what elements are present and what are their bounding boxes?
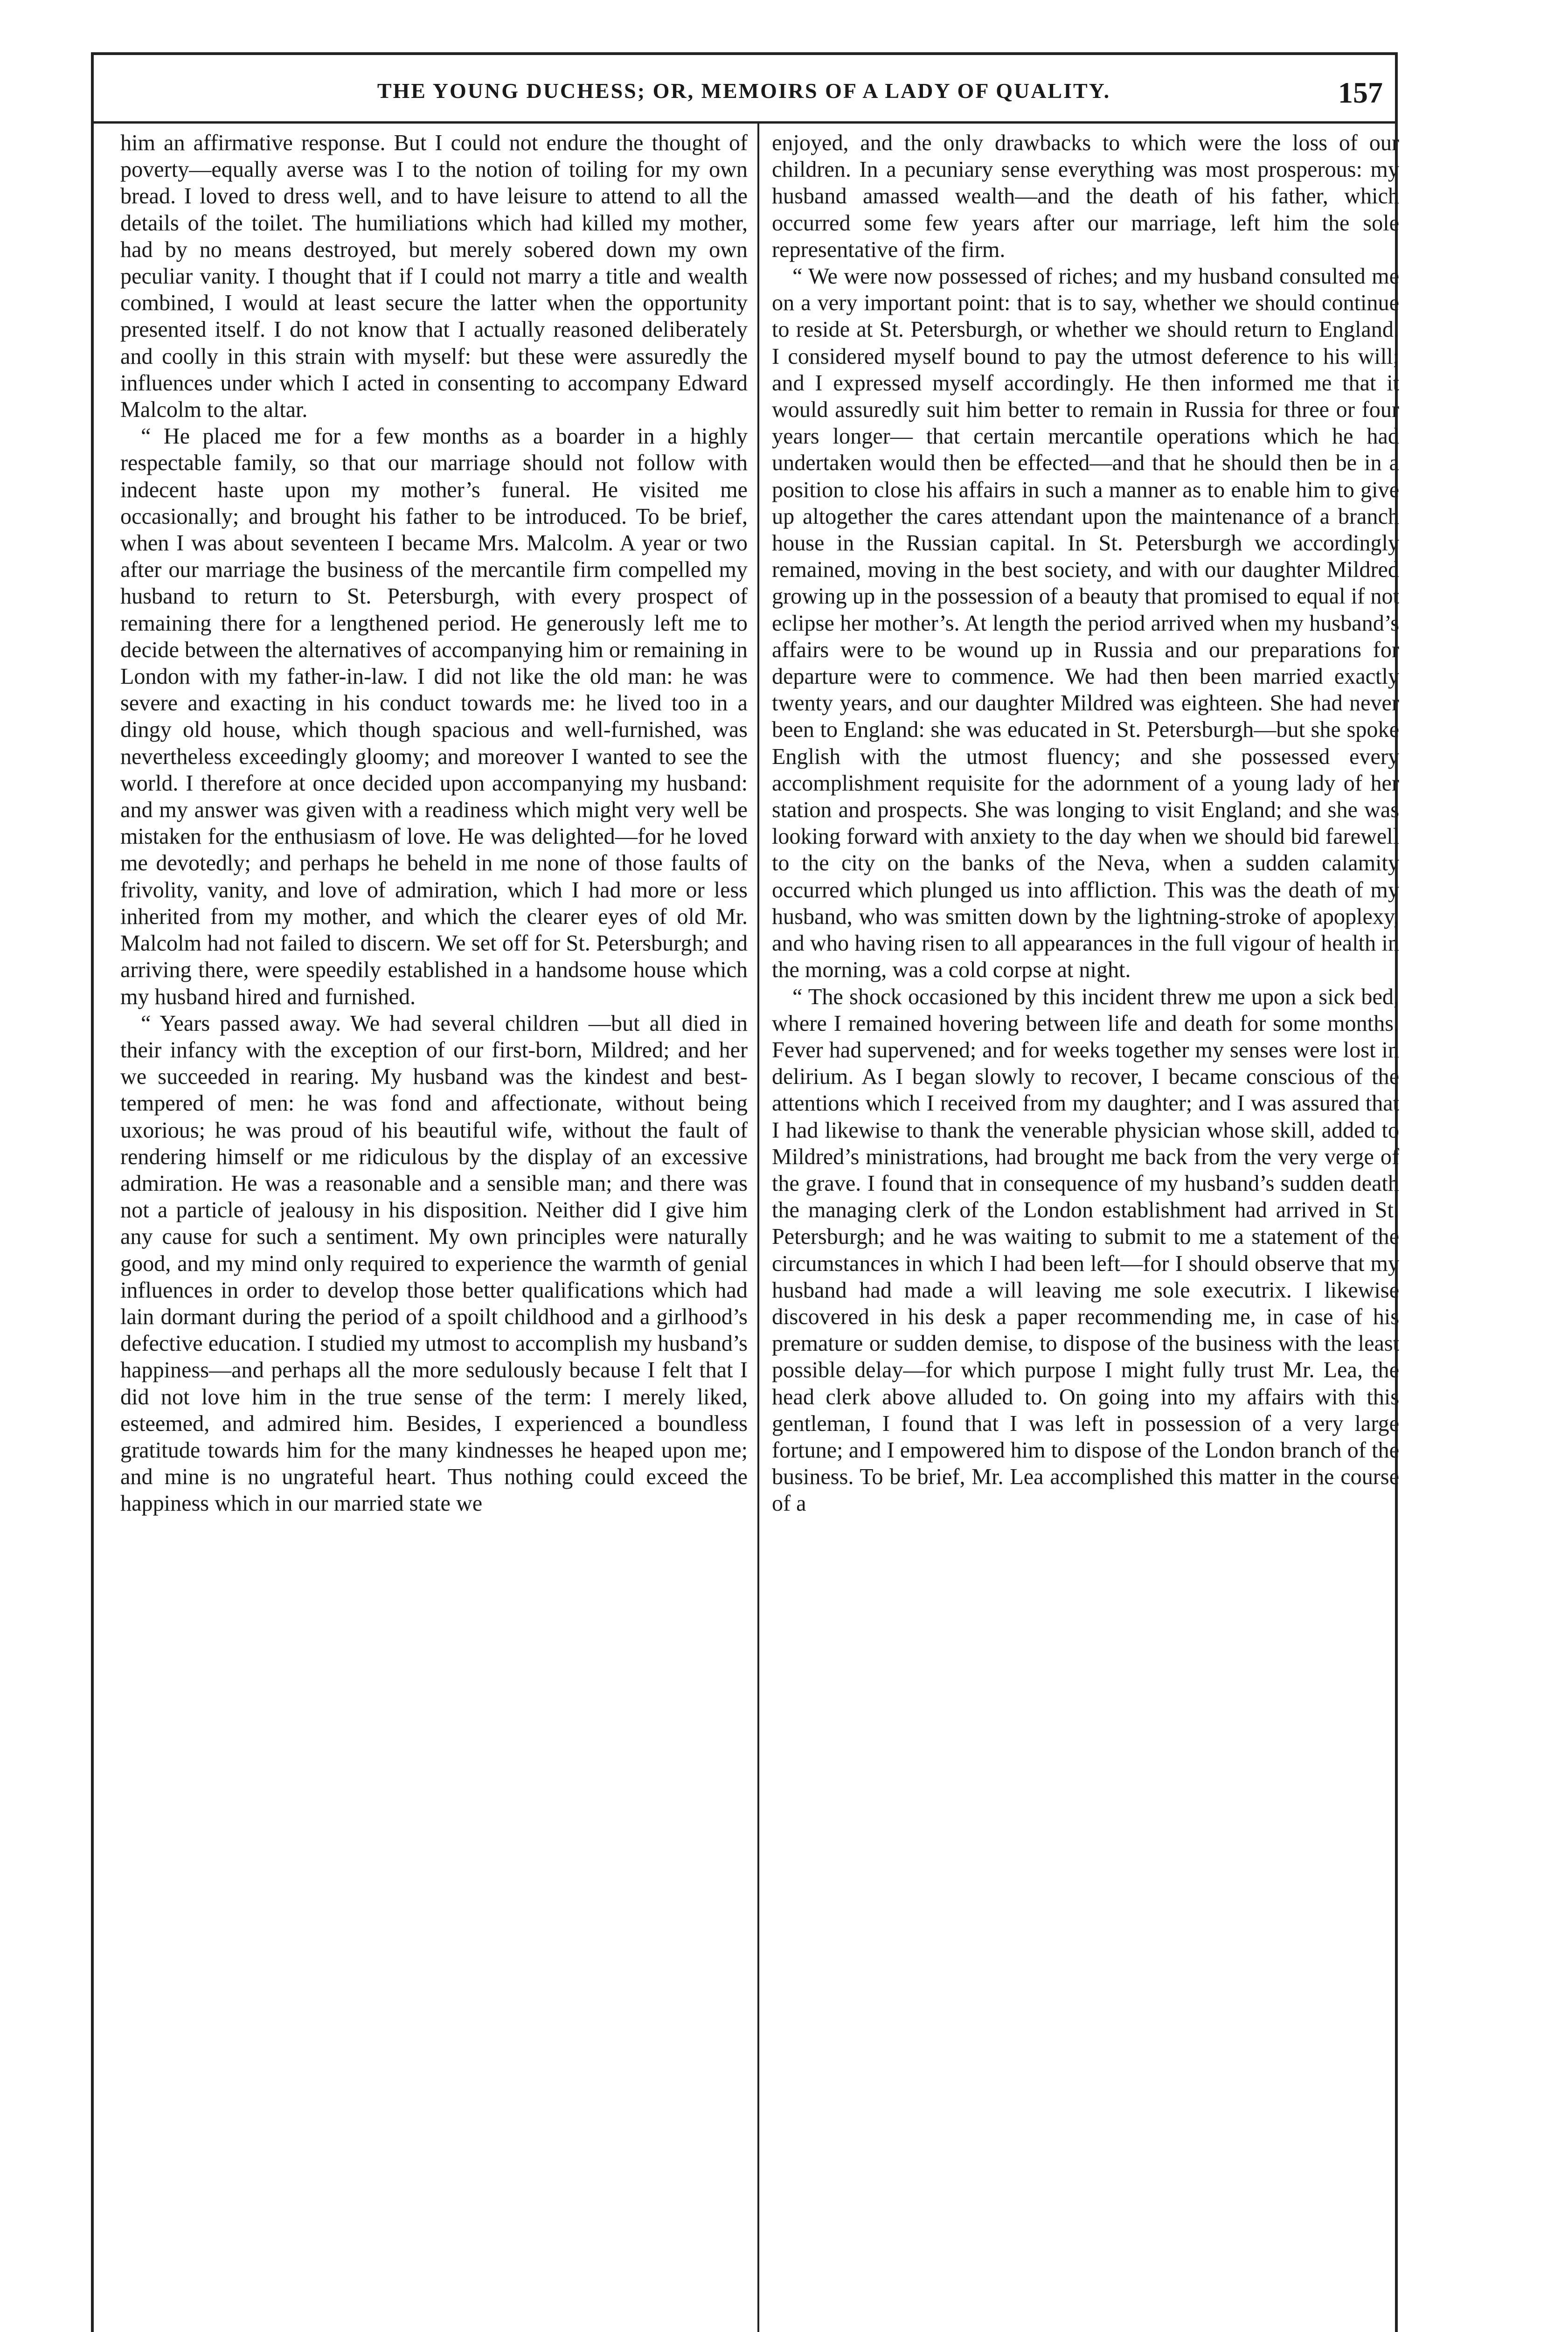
paragraph: “ We were now possessed of riches; and my husband consulted me on a very important point: that is to say, whether we should continue to reside at St. Petersburgh, or whether we should return to England. I considered myself bound to pay the utmost deference to his will; and I expressed myself accordingly. He then informed me that it would assuredly suit him better to remain in Russia for three or four years longer— that certain mercantile operations which he had undertaken would then be effected—and that he should then be in a position to close his affairs in such a manner as to enable him to give up altogether the cares attendant upon the maintenance of a branch house in the Russian capital. In St. Petersburgh we accordingly remained, moving in the best society, and with our daughter Mildred growing up in the possession of a beauty that promised to equal if not eclipse her mother’s. At length the period arrived when my husband’s affairs were to be wound up in Russia and our preparations for departure were to commence. We had then been married exactly twenty years, and our daughter Mildred was eighteen. She had never been to England: she was educated in St. Petersburgh—but she spoke English with the utmost fluency; and she possessed every accomplishment requisite for the adornment of a young lady of her station and prospects. She was longing to visit England; and she was looking forward with anxiety to the day when we should bid farewell to the city on the banks of the Neva, when a sudden calamity occurred which plunged us into affliction. This was the death of my husband, who was smitten down by the lightning-stroke of apoplexy, and who having risen to all appearances in the full vigour of health in the morning, was a cold corpse at night. [772,264,1399,983]
paragraph: enjoyed, and the only drawbacks to which were the loss of our children. In a pecuniary sense everything was most prosperous: my husband amassed wealth—and the death of his father, which occurred some few years after our marriage, left him the sole representative of the firm. [772,131,1399,262]
right-text-column [772,130,1399,2332]
paragraph: him an affirmative response. But I could not endure the thought of poverty—equally averse was I to the notion of toiling for my own bread. I loved to dress well, and to have leisure to attend to all the details of the toilet. The humiliations which had killed my mother, had by no means destroyed, but merely sobered down my own peculiar vanity. I thought that if I could not marry a title and wealth combined, I would at least secure the latter when the opportunity presented itself. I do not know that I actually reasoned deliberately and coolly in this strain with myself: but these were assuredly the influences under which I acted in consenting to accompany Edward Malcolm to the altar. [120,131,748,423]
running-title: THE YOUNG DUCHESS; OR, MEMOIRS OF A LADY OF QUALITY. [377,79,1111,103]
paragraph: “ Years passed away. We had several children —but all died in their infancy with the exception of our first-born, Mildred; and her we succeeded in rearing. My husband was the kindest and best-tempered of men: he was fond and affectionate, without being uxorious; he was proud of his beautiful wife, without the fault of rendering himself or me ridiculous by the display of an excessive admiration. He was a reasonable and a sensible man; and there was not a particle of jealousy in his disposition. Neither did I give him any cause for such a sentiment. My own principles were naturally good, and my mind only required to experience the warmth of genial influences in order to develop those better qualifications which had lain dormant during the period of a spoilt childhood and a girlhood’s defective education. I studied my utmost to accomplish my husband’s happiness—and perhaps all the more sedulously because I felt that I did not love him in the true sense of the term: I merely liked, esteemed, and admired him. Besides, I experienced a boundless gratitude towards him for the many kindnesses he heaped upon me; and mine is no ungrateful heart. Thus nothing could exceed the happiness which in our married state we [120,1011,748,1516]
left-text-column [120,130,748,2332]
paragraph: “ He placed me for a few months as a boarder in a highly respectable family, so that our marriage should not follow with indecent haste upon my mother’s funeral. He visited me occasionally; and brought his father to be introduced. To be brief, when I was about seventeen I became Mrs. Malcolm. A year or two after our marriage the business of the mercantile firm compelled my husband to return to St. Petersburgh, with every prospect of remaining there for a lengthened period. He generously left me to decide between the alternatives of accompanying him or remaining in London with my father-in-law. I did not like the old man: he was severe and exacting in his conduct towards me: he lived too in a dingy old house, which though spacious and well-furnished, was nevertheless exceedingly gloomy; and moreover I wanted to see the world. I therefore at once decided upon accompanying my husband: and my answer was given with a readiness which might very well be mistaken for the enthusiasm of love. He was delighted—for he loved me devotedly; and perhaps he beheld in me none of those faults of frivolity, vanity, and love of admiration, which I had more or less inherited from my mother, and which the clearer eyes of old Mr. Malcolm had not failed to discern. We set off for St. Petersburgh; and arriving there, were speedily established in a handsome house which my husband hired and furnished. [120,424,748,1009]
header-rule [91,121,1398,124]
page-number: 157 [1338,76,1383,109]
running-header [91,78,1397,134]
column-divider [757,124,759,2332]
paragraph: “ The shock occasioned by this incident threw me upon a sick bed, where I remained hovering between life and death for some months. Fever had supervened; and for weeks together my senses were lost in delirium. As I began slowly to recover, I became conscious of the attentions which I received from my daughter; and I was assured that I had likewise to thank the venerable physician whose skill, added to Mildred’s ministrations, had brought me back from the very verge of the grave. I found that in consequence of my husband’s sudden death the managing clerk of the London establishment had arrived in St. Petersburgh; and he was waiting to submit to me a statement of the circumstances in which I had been left—for I should observe that my husband had made a will leaving me sole executrix. I likewise discovered in his desk a paper recommending me, in case of his premature or sudden demise, to dispose of the business with the least possible delay—for which purpose I might fully trust Mr. Lea, the head clerk above alluded to. On going into my affairs with this gentleman, I found that I was left in possession of a very large fortune; and I empowered him to dispose of the London branch of the business. To be brief, Mr. Lea accomplished this matter in the course of a [772,984,1399,1516]
